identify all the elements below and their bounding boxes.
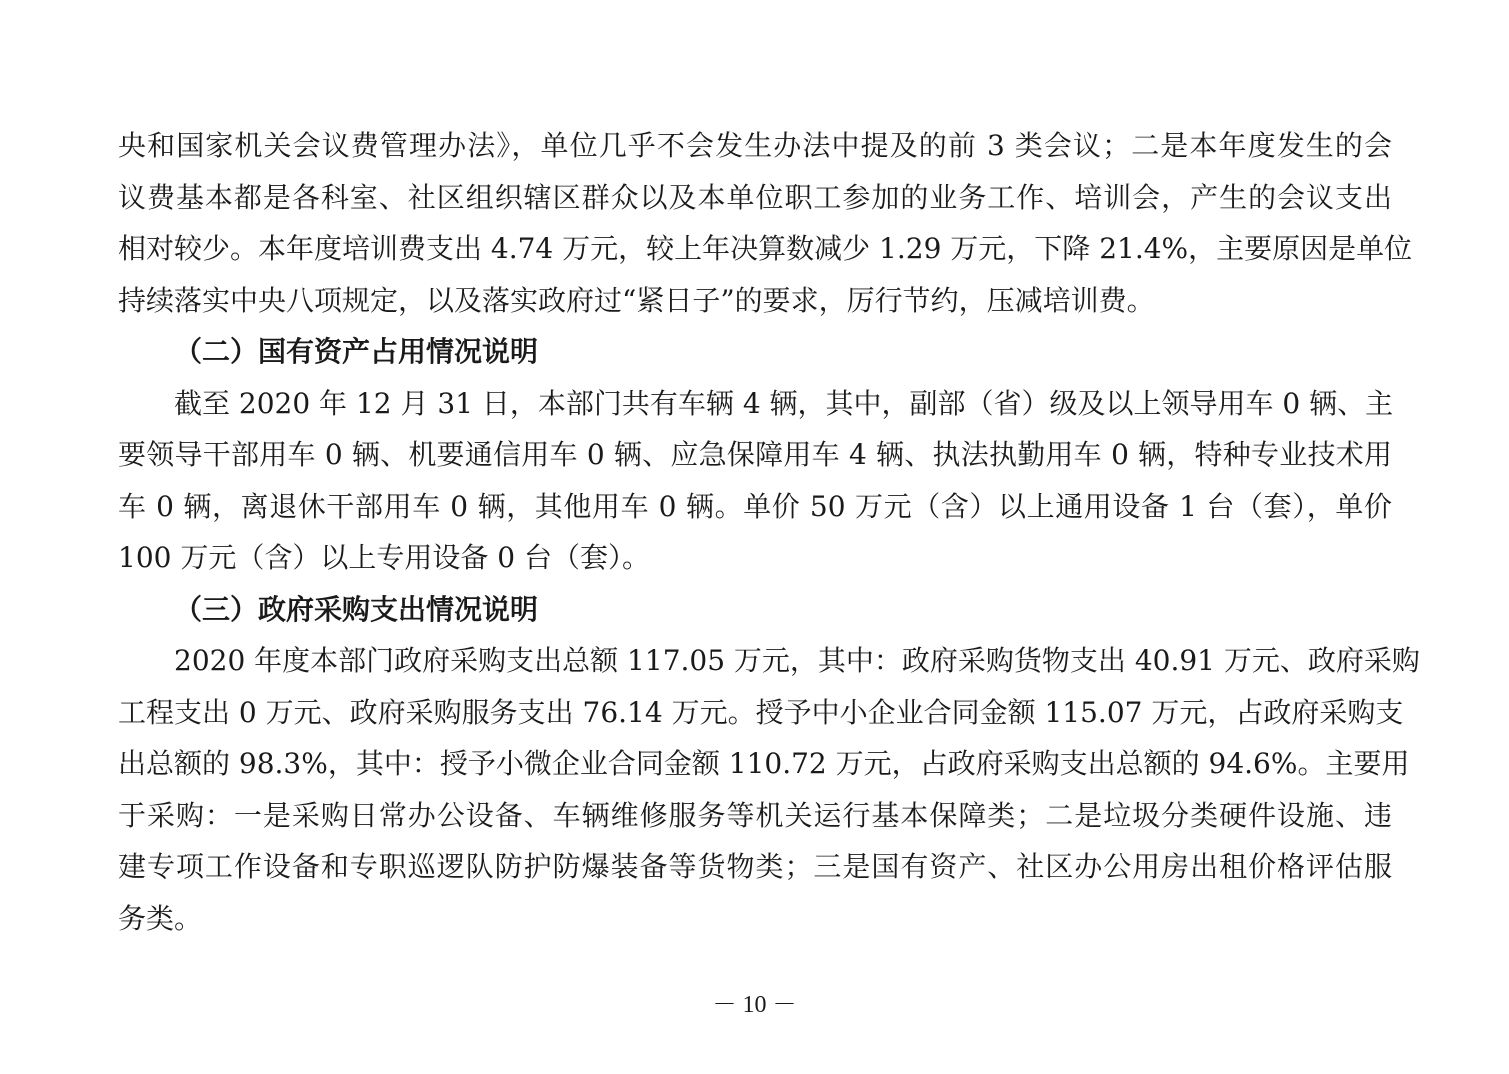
paragraph-line: 建专项工作设备和专职巡逻队防护防爆装备等货物类；三是国有资产、社区办公用房出租价格评估服 xyxy=(118,850,1392,883)
paragraph-line: 务类。 xyxy=(118,901,203,935)
paragraph-line: 工程支出 0 万元、政府采购服务支出 76.14 万元。授予中小企业合同金额 115.07 万元，占政府采购支 xyxy=(118,695,1404,729)
paragraph-line: 相对较少。本年度培训费支出 4.74 万元，较上年决算数减少 1.29 万元，下降 21.4%，主要原因是单位 xyxy=(118,232,1413,265)
paragraph-line: 出总额的 98.3%，其中：授予小微企业合同金额 110.72 万元，占政府采购支出总额的 94.6%。主要用 xyxy=(118,747,1410,780)
section-heading-assets: （二）国有资产占用情况说明 xyxy=(174,335,539,368)
paragraph-line: 要领导干部用车 0 辆、机要通信用车 0 辆、应急保障用车 4 辆、执法执勤用车 0 辆，特种专业技术用 xyxy=(118,438,1392,471)
paragraph-line: 议费基本都是各科室、社区组织辖区群众以及本单位职工参加的业务工作、培训会，产生的会议支出 xyxy=(118,180,1392,214)
page-number: － 10 － xyxy=(712,992,797,1018)
paragraph-line: 央和国家机关会议费管理办法》，单位几乎不会发生办法中提及的前 3 类会议；二是本年度发生的会 xyxy=(118,129,1392,162)
paragraph-line: 车 0 辆，离退休干部用车 0 辆，其他用车 0 辆。单价 50 万元（含）以上通用设备 1 台（套），单价 xyxy=(118,489,1392,523)
paragraph-line: 持续落实中央八项规定，以及落实政府过“紧日子”的要求，厉行节约，压减培训费。 xyxy=(118,283,1155,317)
paragraph-line: 2020 年度本部门政府采购支出总额 117.05 万元，其中：政府采购货物支出 40.91 万元、政府采购 xyxy=(174,644,1420,677)
paragraph-line: 截至 2020 年 12 月 31 日，本部门共有车辆 4 辆，其中，副部（省）级及以上领导用车 0 辆、主 xyxy=(174,386,1394,420)
paragraph-line: 100 万元（含）以上专用设备 0 台（套）。 xyxy=(118,541,650,574)
document-body xyxy=(118,120,1420,944)
section-heading-procurement: （三）政府采购支出情况说明 xyxy=(174,592,539,626)
paragraph-line: 于采购：一是采购日常办公设备、车辆维修服务等机关运行基本保障类；二是垃圾分类硬件设施、违 xyxy=(118,798,1392,832)
